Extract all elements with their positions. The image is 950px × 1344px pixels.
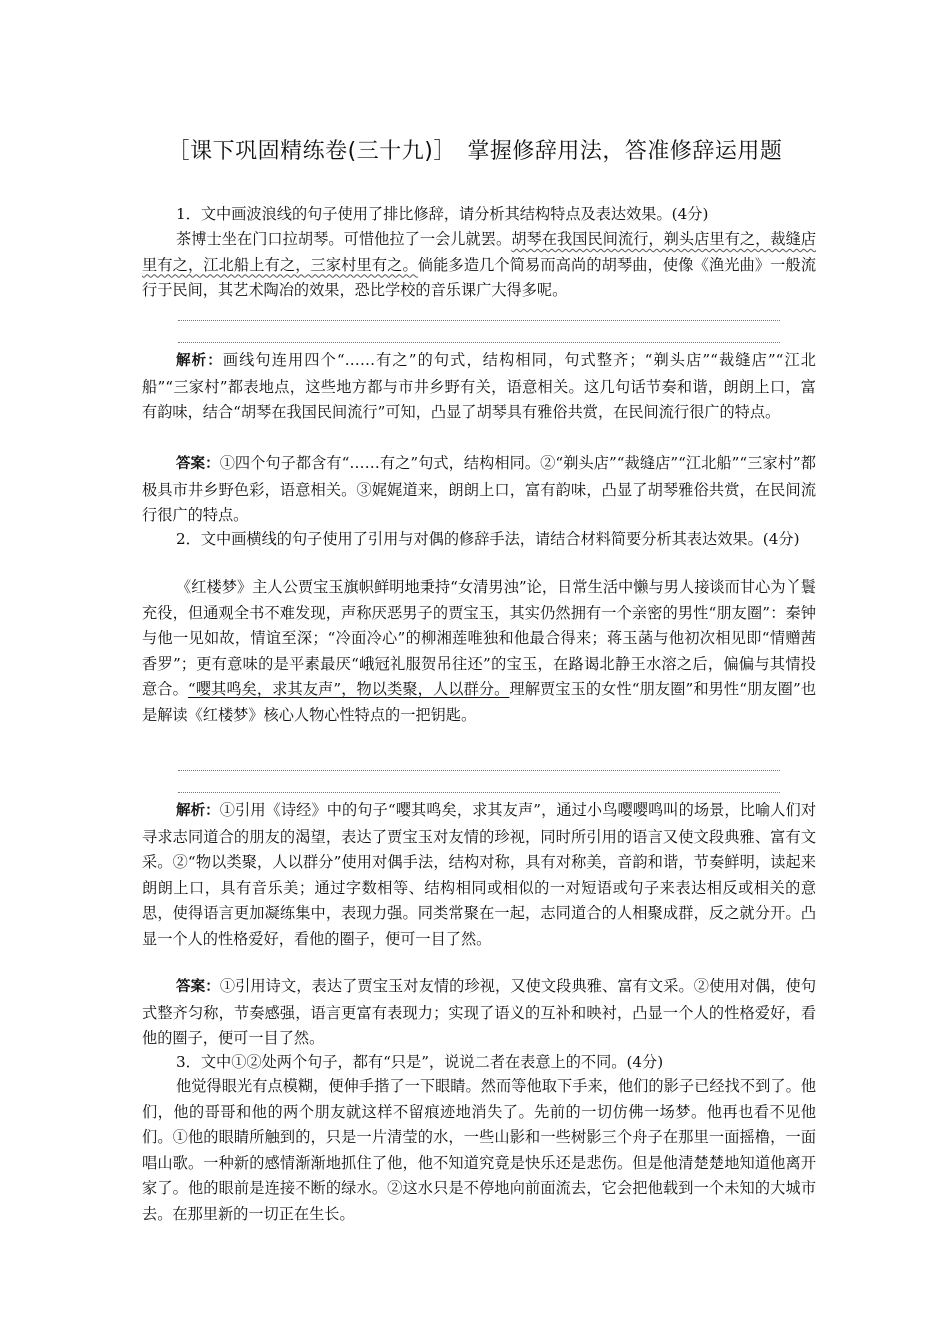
- underlined-sentence: “嘤其鸣矣，求其友声”，物以类聚，人以群分。: [187, 680, 510, 699]
- passage-text: 《红楼梦》主人公贾宝玉旗帜鲜明地秉持“女清男浊”论，日常生活中懒与男人接谈而甘心为丫鬟充役，但通观全书不难发现，声称厌恶男子的贾宝玉，其实仍然拥有一个亲密的男性“朋友圈”：秦钟与他一见如故，情谊至深；“冷面冷心”的柳湘莲唯独和他最合得来；蒋玉菡与他初次相见即“情赠茜香罗”；更有意味的是平素最厌“峨冠礼服贺吊往还”的宝玉，在路谒北静王水溶之后，偏偏与其情投意合。: [142, 578, 816, 699]
- question-3-passage: 他觉得眼光有点模糊，便伸手揩了一下眼睛。然而等他取下手来，他们的影子已经找不到了。他们，他的哥哥和他的两个朋友就这样不留痕迹地消失了。先前的一切仿佛一场梦。他再也看不见他们。①他的眼睛所触到的，只是一片清莹的水，一些山影和一些树影三个舟子在那里一面摇橹，一面唱山歌。一种新的感情渐渐地抓住了他，他不知道究竟是快乐还是悲伤。但是他清楚楚地知道他离开家了。他的眼前是连接不断的绿水。②这水只是不停地向前面流去，它会把他载到一个未知的大城市去。在那里新的一切正在生长。: [142, 1077, 816, 1223]
- answer-label: 答案：: [176, 979, 220, 995]
- answer-blank-line: [178, 342, 780, 343]
- wavy-underlined-sentence: 胡琴在我国民间流行，剃头店里有之，裁缝店里有之，江北船上有之，三家村里有之。: [142, 230, 817, 274]
- passage-text: 理解贾宝玉的女性“朋友圈”和男性“朋友圈”也是解读《红楼梦》核心人物心性特点的一把钥匙。: [142, 680, 817, 724]
- question-1-analysis: [142, 348, 816, 426]
- page-title: ［课下巩固精练卷(三十九)］ 掌握修辞用法，答准修辞运用题: [167, 139, 783, 164]
- passage-text: 倘能多造几个简易而高尚的胡琴曲，使像《渔光曲》一般流行于民间，其艺术陶冶的效果，恐比学校的音乐课广大得多呢。: [142, 255, 817, 300]
- answer-blank-line: [178, 320, 780, 321]
- analysis-text: ①引用《诗经》中的句子“嘤其鸣矣，求其友声”，通过小鸟嘤嘤鸣叫的场景，比喻人们对寻求志同道合的朋友的渴望，表达了贾宝玉对友情的珍视，同时所引用的语言又使文段典雅、富有文采。②“物以类聚，人以群分”使用对偶手法，结构对称，具有对称美，音韵和谐，节奏鲜明，读起来朗朗上口，具有音乐美；通过字数相等、结构相同或相似的一对短语或句子来表达相反或相关的意思，使得语言更加凝练集中，表现力强。同类常聚在一起，志同道合的人相聚成群，反之就分开。凸显一个人的性格爱好，看他的圈子，便可一目了然。: [142, 801, 817, 948]
- answer-label: 答案：: [176, 456, 220, 472]
- answer-text: ①引用诗文，表达了贾宝玉对友情的珍视，又使文段典雅、富有文采。②使用对偶，使句式整齐匀称，节奏感强，语言更富有表现力；实现了语义的互补和映衬，凸显一个人的性格爱好，看他的圈子，便可一目了然。: [142, 977, 817, 1048]
- analysis-text: 画线句连用四个“……有之”的句式，结构相同，句式整齐；“剃头店”“裁缝店”“江北船”“三家村”都表地点，这些地方都与市井乡野有关，语意相关。这几句话节奏和谐，朗朗上口，富有韵味，结合“胡琴在我国民间流行”可知，凸显了胡琴具有雅俗共赏，在民间流行很广的特点。: [142, 351, 816, 422]
- question-2-analysis: [142, 798, 816, 953]
- analysis-label: 解析：: [176, 803, 220, 819]
- passage-text: 茶博士坐在门口拉胡琴。可惜他拉了一会儿就罢。: [176, 230, 512, 248]
- answer-blank-line: [178, 770, 780, 771]
- question-1-passage: [142, 227, 816, 304]
- question-2: 2．文中画横线的句子使用了引用与对偶的修辞手法，请结合材料简要分析其表达效果。(4分): [176, 530, 800, 548]
- question-1-answer: [142, 451, 816, 529]
- answer-blank-line: [178, 792, 780, 793]
- analysis-label: 解析：: [176, 353, 223, 369]
- answer-text: ①四个句子都含有“……有之”句式，结构相同。②“剃头店”“裁缝店”“江北船”“三家村”都极具市井乡野色彩，语意相关。③娓娓道来，朗朗上口，富有韵味，凸显了胡琴雅俗共赏，在民间流行很广的特点。: [142, 454, 816, 525]
- question-3: 3．文中①②处两个句子，都有“只是”，说说二者在表意上的不同。(4分): [176, 1053, 664, 1071]
- question-2-answer: [142, 974, 816, 1052]
- question-1: 1．文中画波浪线的句子使用了排比修辞，请分析其结构特点及表达效果。(4分): [176, 205, 709, 223]
- question-2-passage: [142, 575, 816, 729]
